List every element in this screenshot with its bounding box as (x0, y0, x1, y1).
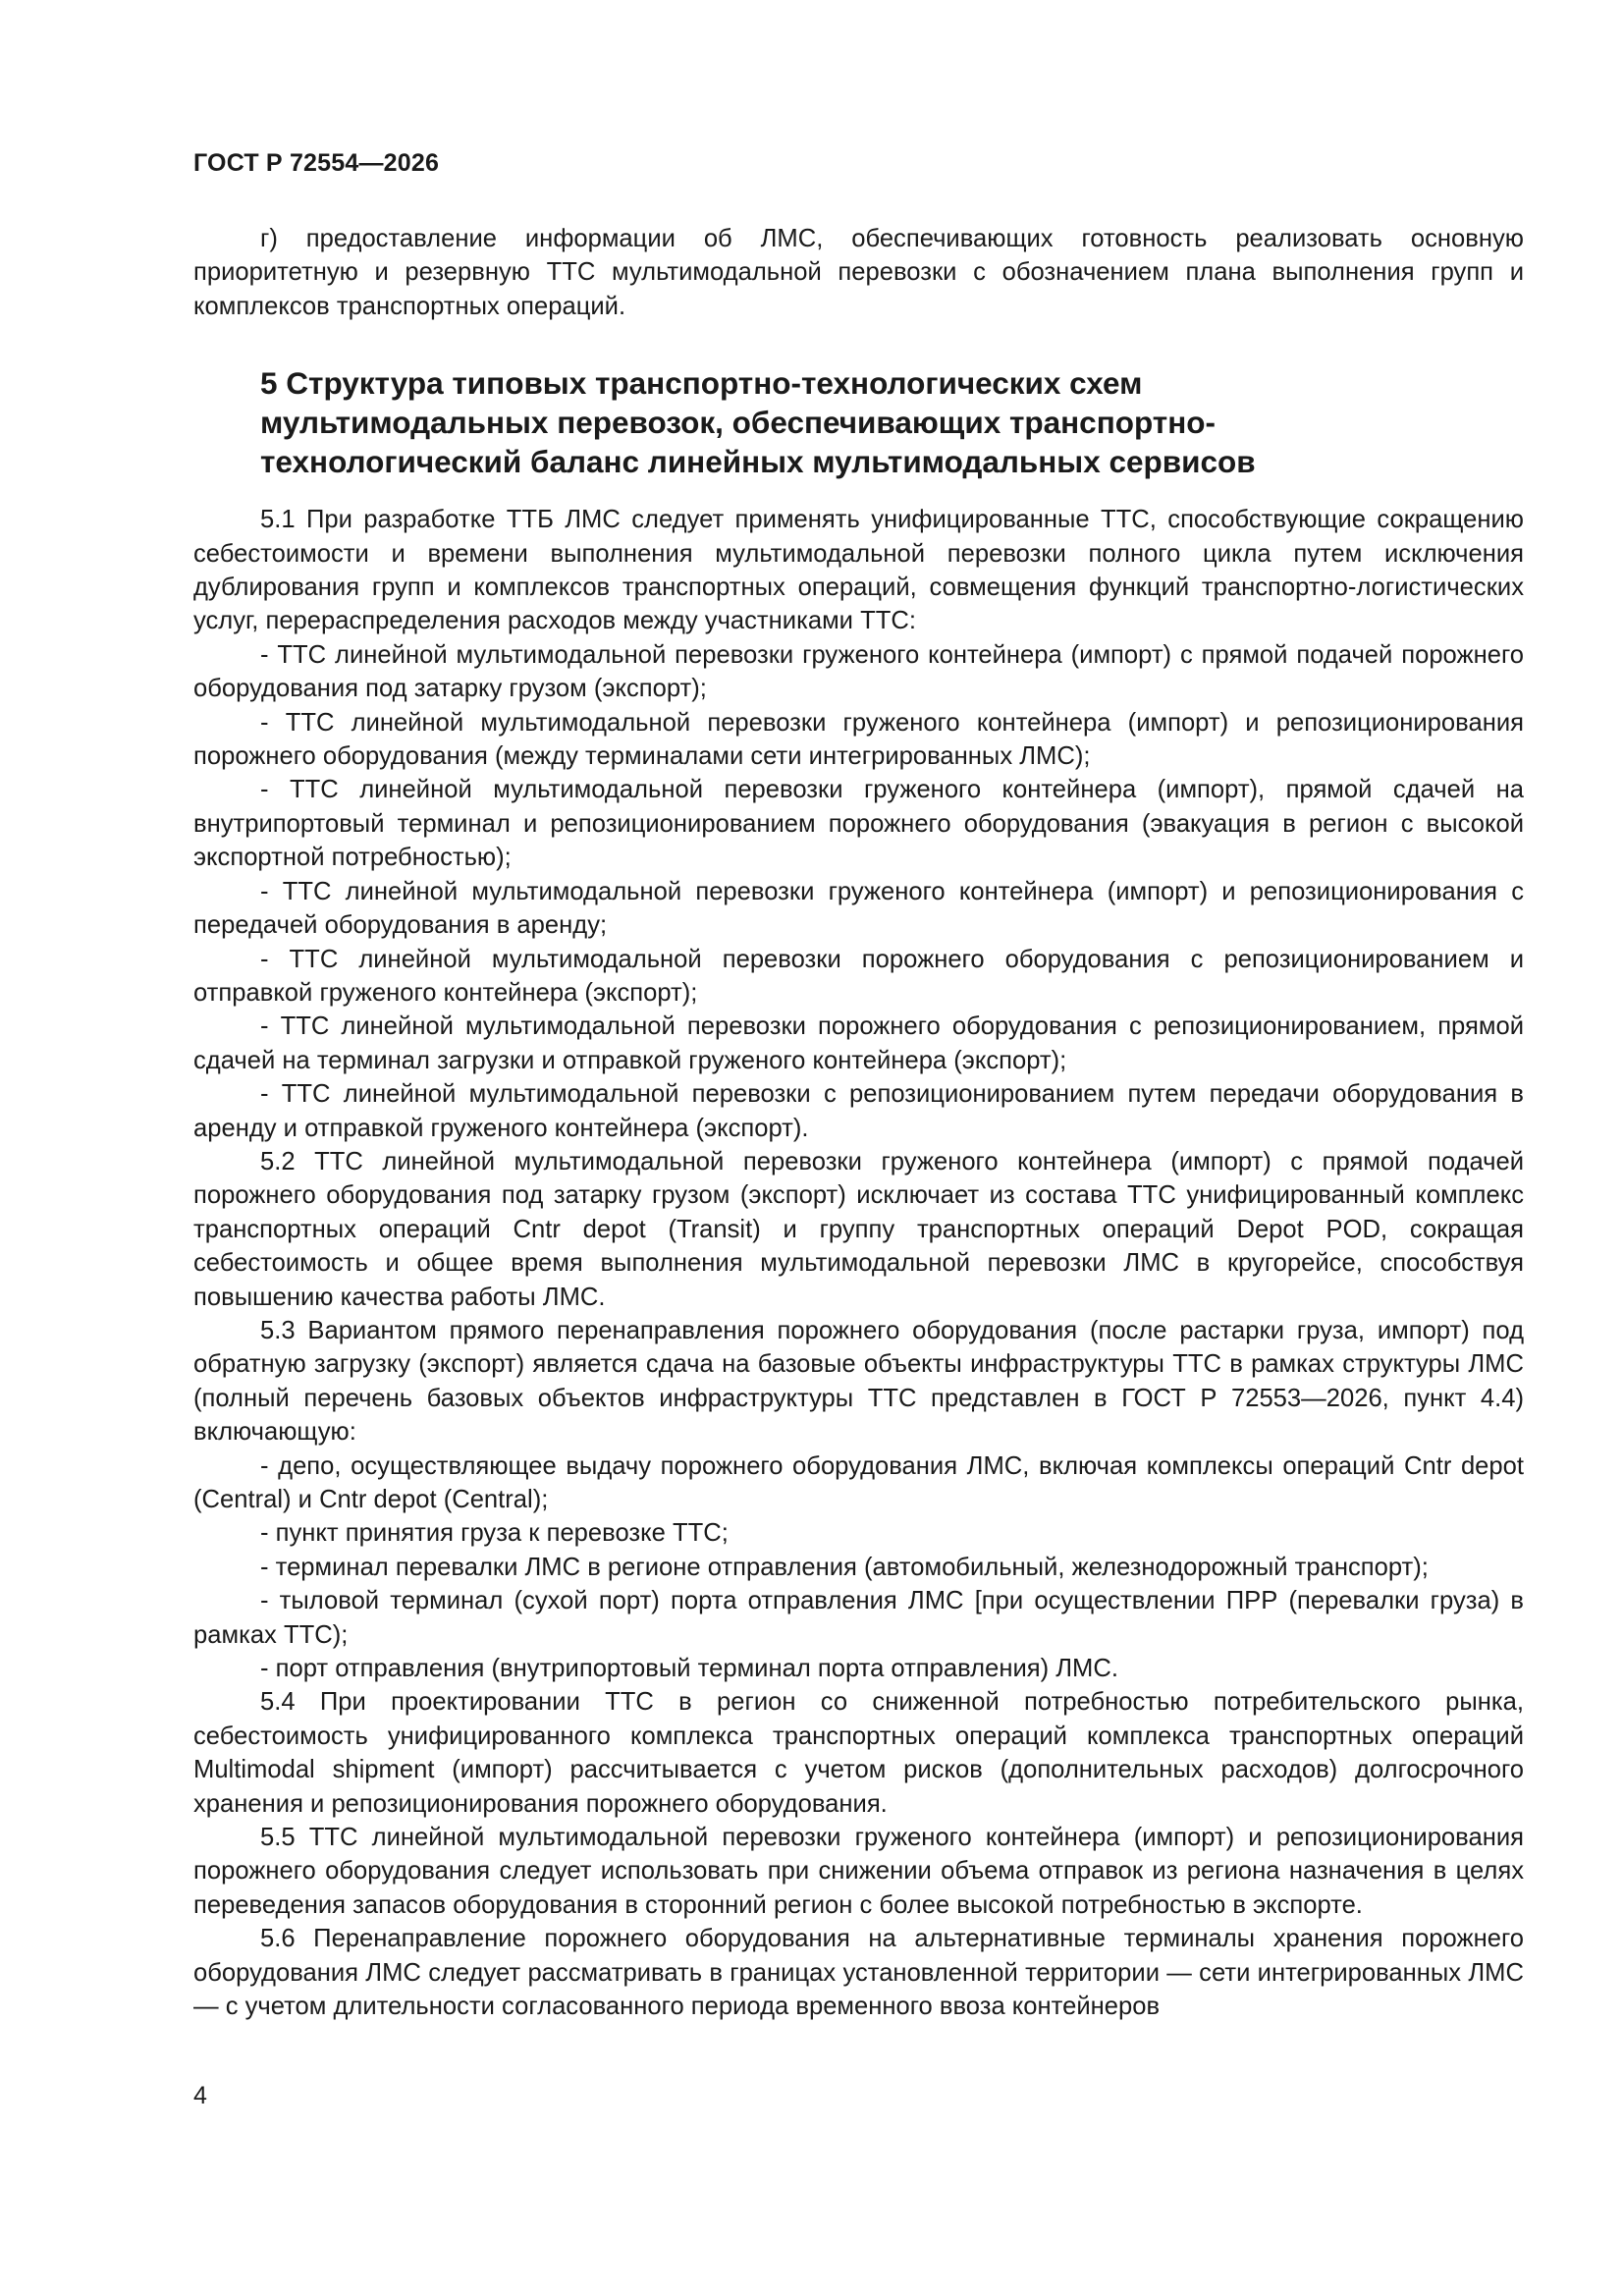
list-item: - ТТС линейной мультимодальной перевозки груженого контейнера (импорт) и репозиционирования порожнего оборудования (между терминалами сети интегрированных ЛМС); (193, 708, 1524, 771)
paragraph-5-6: 5.6 Перенаправление порожнего оборудования на альтернативные терминалы хранения порожнего оборудования ЛМС следует рассматривать в границах установленной территории — сети интегрированных ЛМС — с учетом длительности согласованного периода временного ввоза контейнеров (193, 1925, 1524, 2021)
list-item: - тыловой терминал (сухой порт) порта отправления ЛМС [при осуществлении ПРР (перевалки груза) в рамках ТТС); (193, 1587, 1524, 1649)
list-item: - ТТС линейной мультимодальной перевозки груженого контейнера (импорт), прямой сдачей на внутрипортовый терминал и репозиционированием порожнего оборудования (эвакуация в регион с высокой экспортной потребностью); (193, 776, 1524, 872)
section-title-line-2: мультимодальных перевозок, обеспечивающих транспортно- (260, 405, 1216, 441)
page-number: 4 (193, 2082, 207, 2109)
section-5-title (260, 363, 1340, 481)
list-item: - ТТС линейной мультимодальной перевозки порожнего оборудования с репозиционированием и отправкой груженого контейнера (экспорт); (193, 945, 1524, 1007)
list-item: - пункт принятия груза к перевозке ТТС; (260, 1519, 729, 1548)
list-item: - порт отправления (внутрипортовый терминал порта отправления) ЛМС. (260, 1655, 1118, 1683)
paragraph-5-5: 5.5 ТТС линейной мультимодальной перевозки груженого контейнера (импорт) и репозиционирования порожнего оборудования следует использовать при снижении объема отправок из региона назначения в целях переведения запасов оборудования в сторонний регион с более высокой потребностью в экспорте. (193, 1824, 1524, 1919)
paragraph-5-1: 5.1 При разработке ТТБ ЛМС следует применять унифицированные ТТС, способствующие сокращению себестоимости и времени выполнения мультимодальной перевозки полного цикла путем исключения дублирования групп и комплексов транспортных операций, совмещения функций транспортно-логистических услуг, перераспределения расходов между участниками ТТС: (193, 506, 1524, 635)
section-title-line-3: технологический баланс линейных мультимодальных сервисов (260, 444, 1256, 480)
document-body (193, 222, 1524, 2024)
section-title-line-1: 5 Структура типовых транспортно-технологических схем (260, 365, 1143, 402)
list-item: - депо, осуществляющее выдачу порожнего оборудования ЛМС, включая комплексы операций Cntr depot (Central) и Cntr depot (Central); (193, 1451, 1524, 1513)
list-item: - ТТС линейной мультимодальной перевозки порожнего оборудования с репозиционированием, прямой сдачей на терминал загрузки и отправкой груженого контейнера (экспорт); (193, 1012, 1524, 1074)
list-item: - терминал перевалки ЛМС в регионе отправления (автомобильный, железнодорожный транспорт); (260, 1553, 1429, 1581)
paragraph-5-4: 5.4 При проектировании ТТС в регион со сниженной потребностью потребительского рынка, себестоимость унифицированного комплекса транспортных операций комплекса транспортных операций Multimodal shipment (импорт) рассчитывается с учетом рисков (дополнительных расходов) долгосрочного хранения и репозиционирования порожнего оборудования. (193, 1688, 1524, 1818)
intro-item-g: г) предоставление информации об ЛМС, обеспечивающих готовность реализовать основную приоритетную и резервную ТТС мультимодальной перевозки с обозначением плана выполнения групп и комплексов транспортных операций. (193, 225, 1524, 320)
list-item: - ТТС линейной мультимодальной перевозки с репозиционированием путем передачи оборудования в аренду и отправкой груженого контейнера (экспорт). (193, 1080, 1524, 1142)
list-item: - ТТС линейной мультимодальной перевозки груженого контейнера (импорт) и репозиционирования с передачей оборудования в аренду; (193, 877, 1524, 940)
paragraph-5-2: 5.2 ТТС линейной мультимодальной перевозки груженого контейнера (импорт) с прямой подачей порожнего оборудования под затарку грузом (экспорт) исключает из состава ТТС унифицированный комплекс транспортных операций Cntr depot (Transit) и группу транспортных операций Depot POD, сокращая себестоимость и общее время выполнения мультимодальной перевозки ЛМС в кругорейсе, способствуя повышению качества работы ЛМС. (193, 1147, 1524, 1311)
doc-code-header: ГОСТ Р 72554—2026 (193, 149, 440, 177)
paragraph-5-3: 5.3 Вариантом прямого перенаправления порожнего оборудования (после растарки груза, импорт) под обратную загрузку (экспорт) является сдача на базовые объекты инфраструктуры ТТС в рамках структуры ЛМС (полный перечень базовых объектов инфраструктуры ТТС представлен в ГОСТ Р 72553—2026, пункт 4.4) включающую: (193, 1316, 1524, 1447)
list-item: - ТТС линейной мультимодальной перевозки груженого контейнера (импорт) с прямой подачей порожнего оборудования под затарку грузом (экспорт); (193, 640, 1524, 703)
